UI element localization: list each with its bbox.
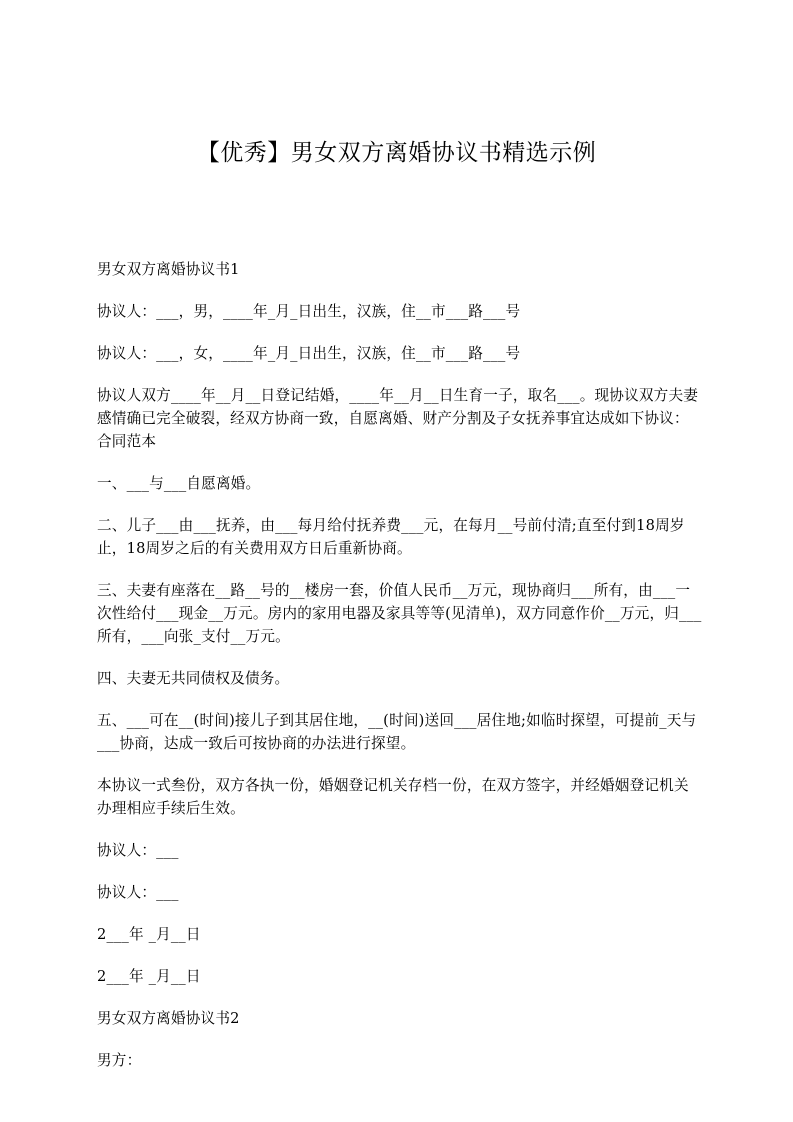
clause-2: 二、儿子___由___抚养，由___每月给付抚养费___元，在每月__号前付清;直至付到18周岁止，18周岁之后的有关费用双方日后重新协商。 [97,517,685,557]
section-heading-2: 男女双方离婚协议书2 [97,1010,240,1027]
clause-4: 四、夫妻无共同债权及债务。 [97,670,290,687]
signature-line: 协议人：___ [97,842,179,859]
document-body [97,258,703,1091]
party-line-male: 协议人：___，男，____年_月_日出生，汉族，住__市___路___号 [97,303,521,320]
validity-paragraph: 本协议一式叁份，双方各执一份，婚姻登记机关存档一份，在双方签字，并经婚姻登记机关办理相应手续后生效。 [97,777,689,817]
date-line: 2___年 _月__日 [97,968,201,985]
date-line: 2___年 _月__日 [97,926,201,943]
section-heading-1: 男女双方离婚协议书1 [97,261,240,278]
clause-1: 一、___与___自愿离婚。 [97,475,261,492]
clause-3: 三、夫妻有座落在__路__号的__楼房一套，价值人民币__万元，现协商归___所有，由___一次性给付___现金__万元。房内的家用电器及家具等等(见清单)，双方同意作价__万元，归___所有，___向张_支付__万元。 [97,582,702,645]
clause-5: 五、___可在__(时间)接儿子到其居住地，__(时间)送回___居住地;如临时探望，可提前_天与___协商，达成一致后可按协商的办法进行探望。 [97,712,697,752]
agreement-intro-paragraph: 协议人双方____年__月__日登记结婚，____年__月__日生育一子，取名___。现协议双方夫妻感情确已完全破裂，经双方协商一致，自愿离婚、财产分割及子女抚养事宜达成如下协议：合同范本 [97,387,699,450]
party-line-female: 协议人：___，女，____年_月_日出生，汉族，住__市___路___号 [97,345,521,362]
signature-line: 协议人：___ [97,884,179,901]
document-title: 【优秀】男女双方离婚协议书精选示例 [196,140,597,166]
male-party-label: 男方： [97,1052,142,1069]
